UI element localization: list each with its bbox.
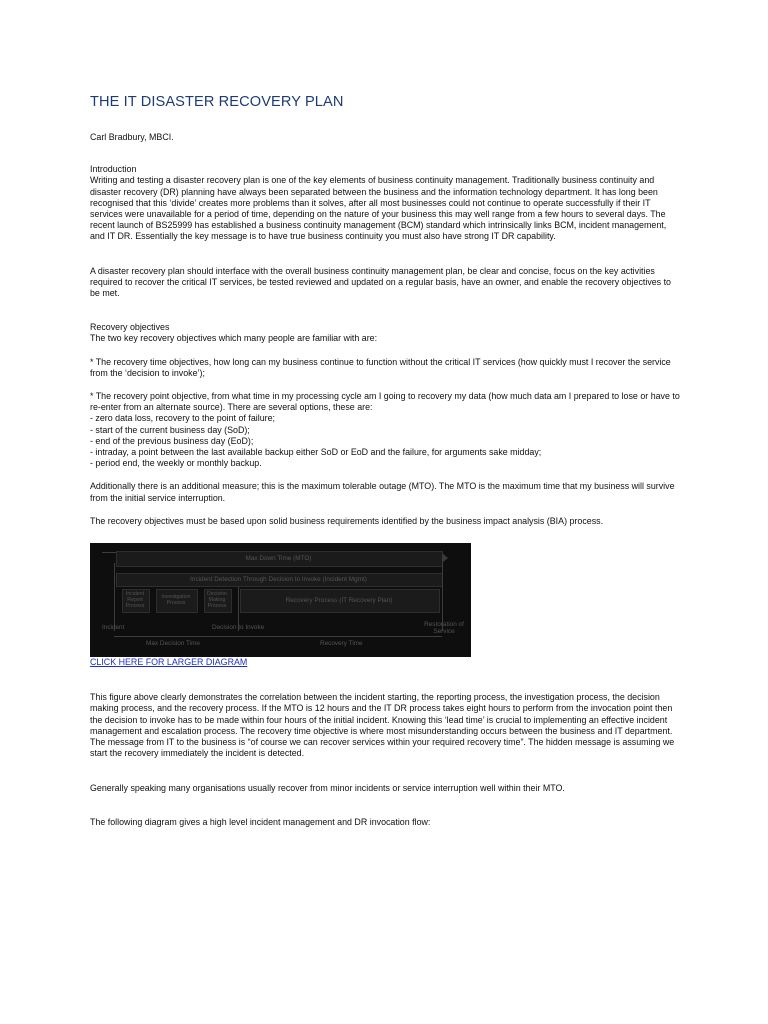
intro-paragraph-2: A disaster recovery plan should interface with the overall business continuity management plan, be clear and concise, focus on the key activities required to recover the critical IT services, be tested reviewed and updated on a regular basis, have an owner, and enable the recovery objectives to be met. xyxy=(90,265,671,299)
rpo-option: - start of the current business day (SoD); xyxy=(90,424,250,435)
diagram-line xyxy=(238,636,442,637)
diagram-label-restoration: Restoration of Service xyxy=(424,621,464,636)
document-body xyxy=(90,93,682,828)
author: Carl Bradbury, MBCI. xyxy=(90,132,174,142)
diagram-box-label: Recovery Process (IT Recovery Plan) xyxy=(285,597,393,605)
rpo-option: - end of the previous business day (EoD); xyxy=(90,435,254,446)
arrow-right-icon xyxy=(442,553,448,563)
diagram-label-decision: Decision to Invoke xyxy=(212,624,265,632)
rpo-option: - zero data loss, recovery to the point of failure; xyxy=(90,413,275,424)
after-paragraph-1: This figure above clearly demonstrates the correlation between the incident starting, the reporting process, the investigation process, the decision making process, and the recovery process. If the MTO is 12 hours and the IT DR process takes eight hours to perform from the invocation point then the decision to invoke has to be made within four hours of the initial incident. Knowing this ‘lead time’ is crucial to implementing an effective incident management and escalation process. The recovery time objective is where most misunderstanding occurs between the business and IT department. The message from IT to the business is “of course we can recover services within your required recovery time”. The hidden message is assuming we start the recovery immediately the incident is detected. xyxy=(90,692,675,759)
intro-paragraph-1: Writing and testing a disaster recovery plan is one of the key elements of business continuity management. Traditionally business continuity and disaster recovery (DR) planning have always been separated between the business and the information technology department. It has long been recognised that this ‘divide’ creates more problems than it solves, after all most businesses could not continue to operate successfully if their IT services were unavailable for a period of time, depending on the nature of your business this may well range from a few hours to several days. The recent launch of BS25999 has established a business continuity management (BCM) standard which intrinsically links BCM, incident management, and IT DR. Essentially the key message is to have true business continuity you must also have strong IT DR capability. xyxy=(90,175,667,242)
rpo-option: - period end, the weekly or monthly backup. xyxy=(90,458,262,469)
recovery-timeline-diagram xyxy=(90,543,471,657)
rto-paragraph: * The recovery time objectives, how long can my business continue to function without the critical IT services (how quickly must I recover the service from the ‘decision to invoke’); xyxy=(90,356,671,378)
section-heading-introduction: Introduction xyxy=(90,164,137,175)
rpo-paragraph: * The recovery point objective, from what time in my processing cycle am I going to recovery my data (how much data am I prepared to lose or have to re-enter from an alternate source). There are several options, these are: xyxy=(90,391,680,413)
diagram-label-incident: Incident xyxy=(102,624,125,632)
after-paragraph-3: The following diagram gives a high level incident management and DR invocation flow: xyxy=(90,816,431,827)
diagram-label-top: Max Down Time (MTO) xyxy=(245,555,312,563)
bia-paragraph: The recovery objectives must be based upon solid business requirements identified by the business impact analysis (BIA) process. xyxy=(90,515,604,526)
after-paragraph-2: Generally speaking many organisations usually recover from minor incidents or service interruption well within their MTO. xyxy=(90,782,565,793)
diagram-label-decision-time: Max Decision Time xyxy=(146,640,200,648)
rpo-option: - intraday, a point between the last available backup either SoD or EoD and the failure, for arguments sake midday; xyxy=(90,447,542,458)
section-heading-recovery: Recovery objectives xyxy=(90,322,170,333)
recovery-intro: The two key recovery objectives which many people are familiar with are: xyxy=(90,333,378,344)
page-title: THE IT DISASTER RECOVERY PLAN xyxy=(90,94,344,110)
diagram-label-recovery-time: Recovery Time xyxy=(320,640,363,648)
diagram-label-middle: Incident Detection Through Decision to Invoke (Incident Mgmt) xyxy=(190,576,367,584)
diagram-line xyxy=(114,563,115,631)
diagram-line xyxy=(114,636,238,637)
larger-diagram-link[interactable]: CLICK HERE FOR LARGER DIAGRAM xyxy=(90,657,248,668)
diagram-box-label: Incident Report Process xyxy=(125,591,145,610)
diagram-box-label: Decision Making Process xyxy=(207,591,227,610)
diagram-box-label: Investigation Process xyxy=(161,594,191,607)
mto-paragraph: Additionally there is an additional measure; this is the maximum tolerable outage (MTO). The MTO is the maximum time that my business will survive from the initial service interruption. xyxy=(90,481,675,503)
